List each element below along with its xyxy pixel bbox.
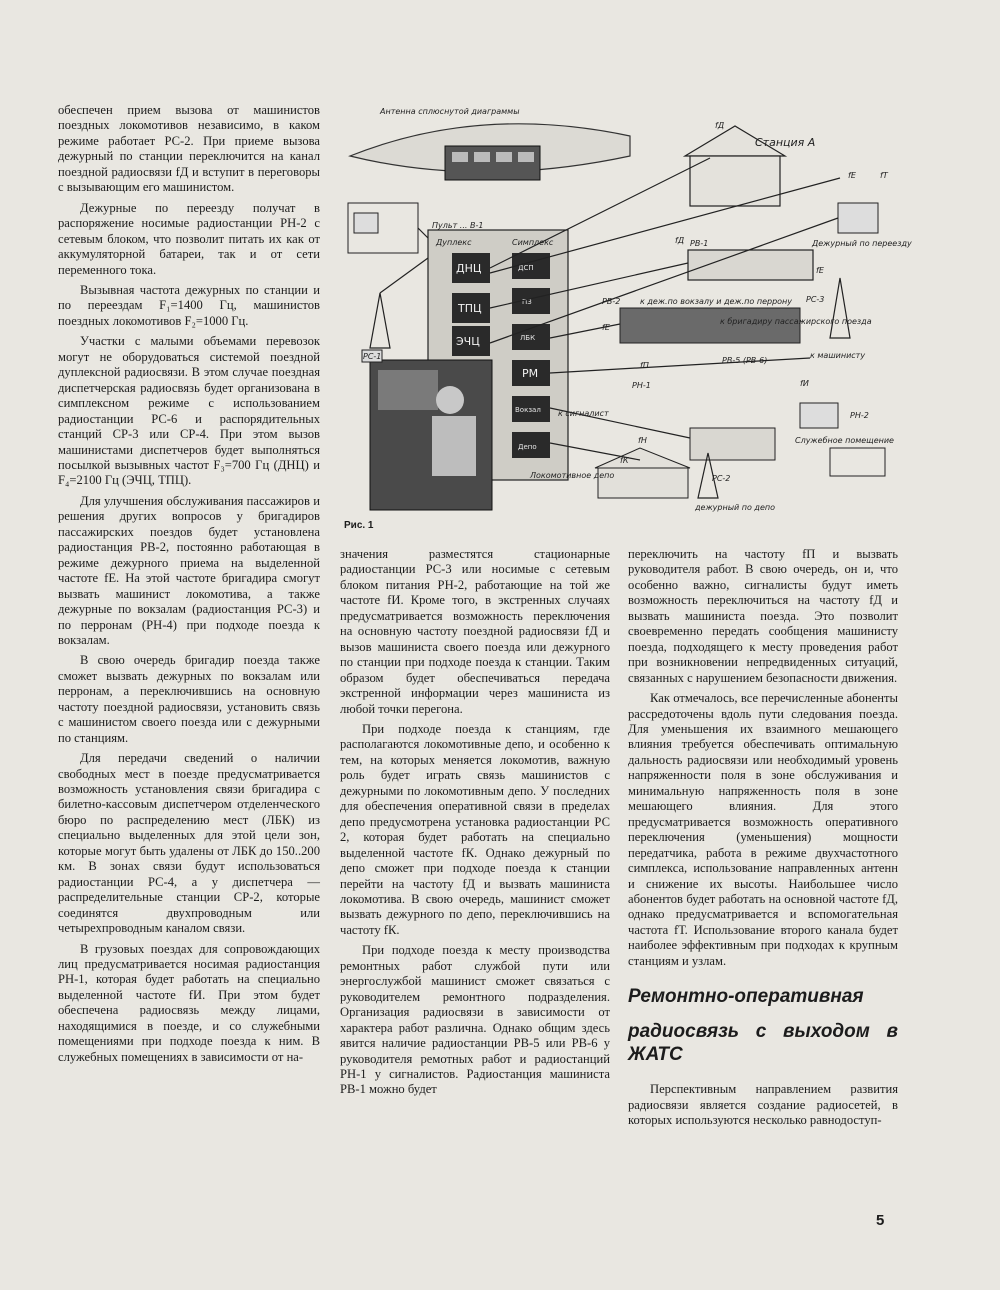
freight-car <box>690 428 775 460</box>
button-dsp-label: ДСП <box>518 264 534 272</box>
text-column-1 <box>58 103 320 1070</box>
paragraph: Вызывная частота дежурных по станции и по переездам F₁=1400 Гц, машинистов поездных локомотивов F₂=1000 Гц. <box>58 282 320 328</box>
button-pz-label: ПЗ <box>522 298 532 306</box>
freq-label: fE <box>816 266 824 275</box>
figure-radio-network-diagram <box>340 98 912 516</box>
figure-caption: Рис. 1 <box>344 520 374 531</box>
section-heading-line-1: Ремонтно-оперативная <box>628 986 864 1008</box>
button-dnc-label: ДНЦ <box>456 262 482 275</box>
paragraph: переключить на частоту fП и вызвать руководителя работ. В свою очередь, он и, что особенно важно, сигналисты будут иметь возможность переключиться на частоту fД и вызвать машиниста поезда. Это позволит своевременно передать сообщения машинисту поезда, подходящего к месту проведения работ при возникновении непредвиденных ситуаций, связанных с нарушением безопасности движения. <box>628 547 898 685</box>
rs3-label: РС-3 <box>806 295 825 304</box>
rs2-label: РС-2 <box>712 474 731 483</box>
rs3-tower <box>830 278 850 338</box>
button-ehc-label: ЭЧЦ <box>456 335 480 348</box>
paragraph: Для передачи сведений о наличии свободных мест в поезде предусматривается возможность установления связи бригадира с билетно-кассовым диспетчером отделенческого бюро по распределению мест (ЛБК) из специально выделенных для этой цели зон, которые могут быть удалены от ЛБК до 150..200 км. В зонах связи будут использоваться радиостанции РС-4, а у диспетчера — распределительные станции СР-2, которые соединятся двухпроводным или четырехпроводным каналом связи. <box>58 751 320 936</box>
freq-label: fИ <box>800 379 809 388</box>
freq-label: fE <box>848 171 856 180</box>
rn2-label: РН-2 <box>850 411 869 420</box>
rs1-tower <box>370 293 390 348</box>
depot-label: Локомотивное депо <box>530 471 615 480</box>
paragraph: При подходе поезда к станциям, где располагаются локомотивные депо, и особенно к тем, на которых меняется локомотив, важную роль будет играть связь машинистов с дежурными по локомотивным депо. У последних для обеспечения оперативной связи в пределах депо предусмотрена установка радиостанции РС 2, которая будет работать на специально выделенной частоте fК. Однако дежурный по депо сможет при подходе поезда к станции перейти на частоту fД и вызвать машиниста локомотива. В свою очередь, машинист сможет вызвать дежурного по депо, переключившись на частоту fК. <box>340 721 610 937</box>
paragraph: значения разместятся стационарные радиостанции РС-3 или носимые с сетевым блоком питания РН-2, работающие на той же частоте fИ. Кроме того, в экстренных случаях предусматривается возможность переключения на основную частоту поездной радиосвязи fД и вызов машиниста своего поезда или дежурного по станции при подходе поезда к станции. Таким образом будет обеспечиваться передача экстренной информации через машиниста из любой точки перегона. <box>340 547 610 716</box>
freq-label: fН <box>638 436 647 445</box>
crossing-booth <box>838 203 878 233</box>
button-vokzal-label: Вокзал <box>515 406 541 414</box>
button-depo-label: Депо <box>518 443 537 451</box>
freq-label: fП <box>640 361 649 370</box>
section-heading-line-2: радиосвязь с выходом в ЖАТС <box>628 1021 898 1066</box>
paragraph: Перспективным направлением развития радиосвязи является создание радиосетей, в которых используются несколько равнодоступ- <box>628 1082 898 1128</box>
panel-label: Пульт ... В-1 <box>432 221 484 230</box>
button-tpc-label: ТПЦ <box>458 302 482 315</box>
paragraph: Для улучшения обслуживания пассажиров и решения других вопросов у бригадиров пассажирских поездов будет установлена радиостанция РВ-2, постоянно работающая в режиме дежурного приема на выделенной частоте fE. На этой частоте бригадира смогут вызвать машинист локомотива, а также дежурные по вокзалам (радиостанция РС-3) и по перронам (РН-4) при подходе поезда к вокзалам. <box>58 493 320 647</box>
to-station-duty-label: к деж.по вокзалу и деж.по перрону <box>640 297 793 306</box>
rs1-label: РС-1 <box>363 352 382 361</box>
text-column-2 <box>340 547 610 1103</box>
paragraph: В грузовых поездах для сопровождающих лиц предусматривается носимая радиостанция РН-1, которая будет работать на специально выделенной частоте fИ. При этом будет обеспечена радиосвязь между лицами, находящимися в поезде, и со служебными помещениями при подходе поезда к ним. В служебных помещениях в зависимости от на- <box>58 941 320 1064</box>
diagram-svg <box>340 98 912 516</box>
station-a-label: Станция А <box>755 136 816 149</box>
service-box <box>800 403 838 428</box>
paragraph: В свою очередь бригадир поезда также сможет вызвать дежурных по вокзалам или перронам, а переключившись на основную частоту поездной радиосвязи, установить связь с машинистом своего поезда или с дежурными по станциям. <box>58 653 320 745</box>
duplex-label: Дуплекс <box>436 238 472 247</box>
service-room-label: Служебное помещение <box>795 436 894 445</box>
crossing-keeper-label: Дежурный по переезду <box>812 239 912 248</box>
paragraph: Как отмечалось, все перечисленные абоненты рассредоточены вдоль пути следования поезда. Для уменьшения их взаимного мешающего влияния требуется обеспечивать оптимальную дальность радиосвязи или необходимый уровень напряженности поля в зоне обслуживания и минимальную напряженность поля в зоне мешающего влияния. Для этого предусматривается возможность оперативного переключения (уменьшения) мощности передатчика, работа в режиме двухчастотного симплекса, использование направленных антенн и снижение их высоты. Наибольшее число абонентов будет работать на основной частоте fД, однако предусматривается и вспомогательная частота fТ. Использование второго канала будет наиболее эффективным при подходах к крупным станциям и узлам. <box>628 691 898 968</box>
freq-label: fД <box>715 121 725 130</box>
antenna-label: Антенна сплюснутой диаграммы <box>380 107 520 116</box>
rv2-label: РВ-2 <box>602 297 621 306</box>
rn1-label: РН-1 <box>632 381 651 390</box>
to-drivers-label: к машинисту <box>810 351 866 360</box>
simplex-label: Симплекс <box>512 238 554 247</box>
depot-duty-label: дежурный по депо <box>695 503 776 512</box>
to-brigade-label: к бригадиру пассажирского поезда <box>720 317 872 326</box>
page-number: 5 <box>876 1212 885 1229</box>
paragraph: Участки с малыми объемами перевозок могут не оборудоваться системой поездной дуплексной радиосвязи. В этом случае поездная диспетчерская радиосвязь будет организована в симплексном режиме с использованием радиостанции РС-6 и распорядительных станций СР-3 или СР-4. При этом вызов машинистами диспетчеров будет выполняться посылкой вызывных частот F₃=700 Гц (ДНЦ) и F₄=2100 Гц (ЭЧЦ, ТПЦ). <box>58 334 320 488</box>
freq-label: fК <box>620 456 629 465</box>
freq-label: fE <box>602 323 610 332</box>
paragraph: обеспечен прием вызова от машинистов поездных локомотивов независимо, в каком режиме работает РС-2. При приеме вызова дежурный по станции переключится на канал поездной радиосвязи fД и вступит в переговоры с вызывающим его машинистом. <box>58 103 320 195</box>
depot-roof <box>595 448 690 468</box>
rv5-label: РВ-5 (РВ-6) <box>722 356 768 365</box>
freq-label: fД <box>675 236 685 245</box>
paragraph: При подходе поезда к месту производства ремонтных работ службой пути или энергослужбой машинист сможет связаться с руководителем ремонтного подразделения. Организация радиосвязи в зависимости от характера работ различна. Однако общим здесь явится наличие радиостанции РВ-5 или РВ-6 у руководителя ремотных работ и радиостанций РН-1 у сигналистов. Радиостанция машиниста РВ-1 можно будет <box>340 943 610 1097</box>
service-room-box <box>830 448 885 476</box>
button-lbk-label: ЛБК <box>520 334 536 342</box>
text-column-3 <box>628 547 898 1134</box>
signalman-label: к сигналист <box>558 409 609 418</box>
paragraph: Дежурные по переезду получат в распоряжение носимые радиостанции РН-2 с сетевым блоком, что позволит питать их как от аккумуляторной батареи, так и от сети переменного тока. <box>58 200 320 277</box>
locomotive-drawing <box>445 146 540 180</box>
button-rm-label: РМ <box>522 367 539 380</box>
rv1-label: РВ-1 <box>690 239 709 248</box>
freq-label: fТ <box>880 171 888 180</box>
